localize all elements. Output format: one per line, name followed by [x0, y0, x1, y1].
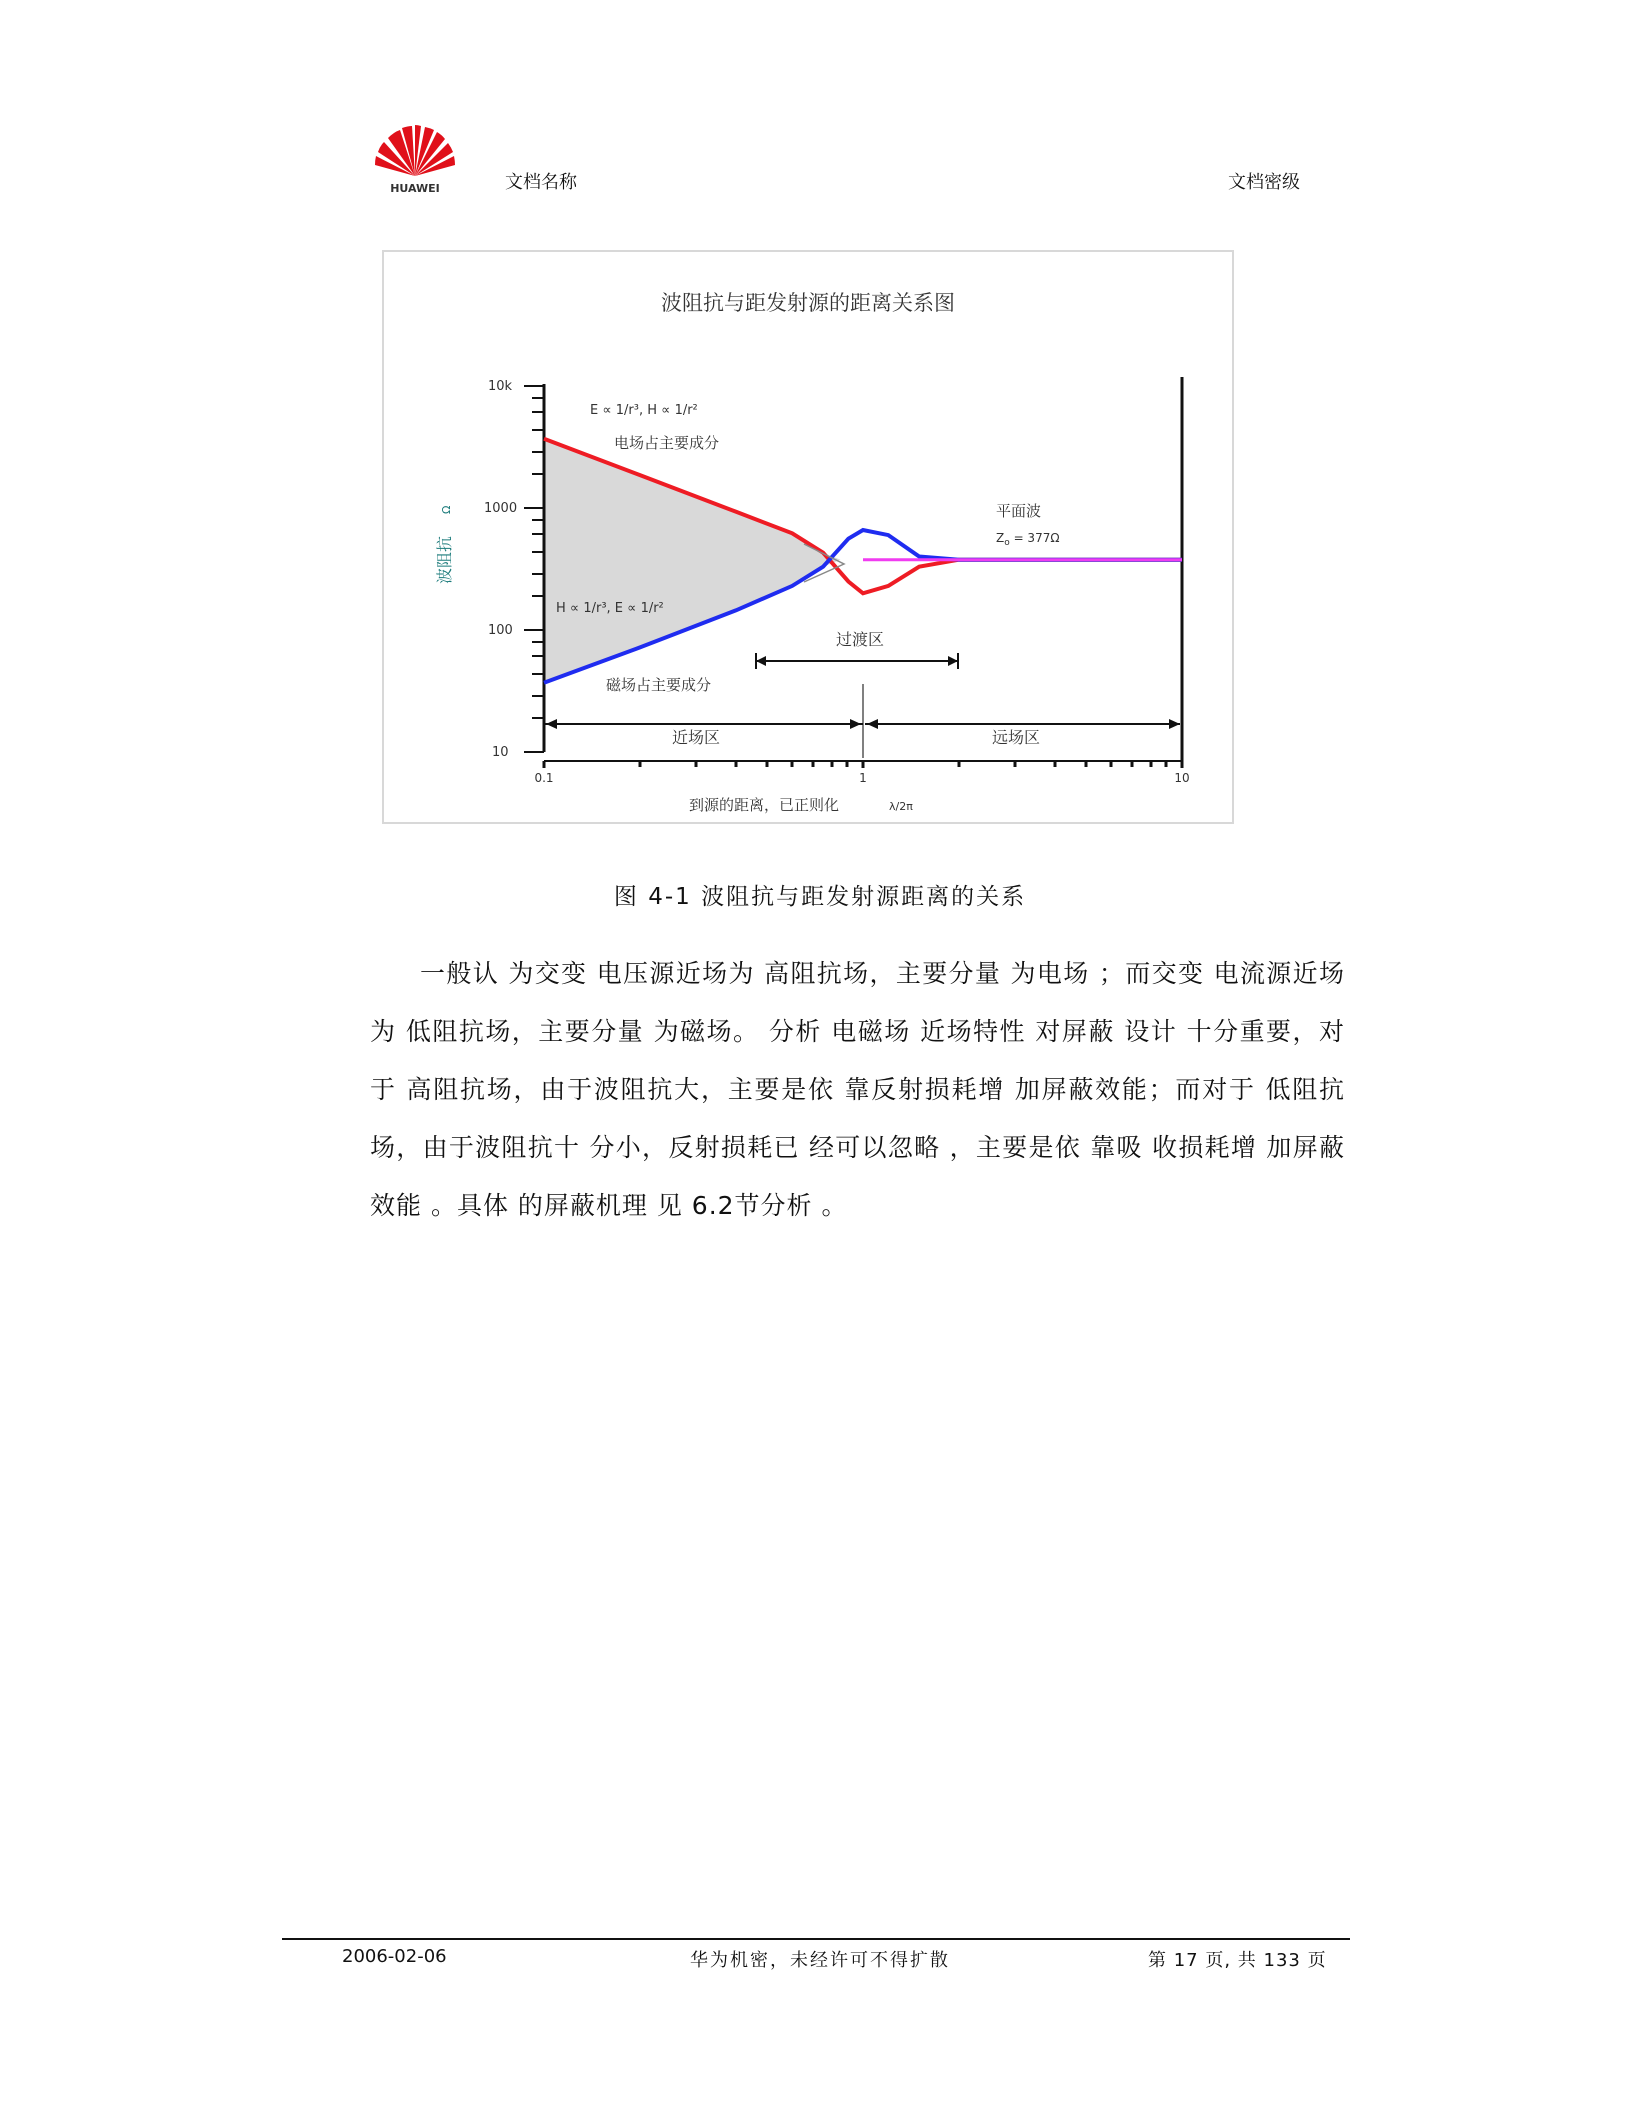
document-name: 文档名称 — [505, 172, 577, 193]
body-paragraph: 一般认 为交变 电压源近场为 高阻抗场，主要分量 为电场 ；而交变 电流源近场为 低阻抗场，主要分量 为磁场。 分析 电磁场 近场特性 对屏蔽 设计 十分重要，对于 高阻抗场，由于波阻抗大，主要是依 靠反射损耗增 加屏蔽效能；而对于 低阻抗场，由于波阻抗十 分小，反射损耗已 经可以忽略 ，主要是依 靠吸 收损耗增 加屏蔽效能 。具体 的屏蔽机理 见 6.2节分析 。 — [370, 959, 1345, 1220]
body-text — [370, 945, 1345, 1235]
figure-caption: 图 4-1 波阻抗与距发射源距离的关系 — [613, 884, 1027, 910]
transition-region-label: 过渡区 — [835, 630, 885, 649]
huawei-logo — [370, 124, 460, 196]
logo-text: HUAWEI — [390, 182, 440, 195]
page-header — [360, 120, 1300, 200]
y-axis-label: 波阻抗 — [435, 535, 454, 584]
x-axis-ticks — [544, 761, 1182, 768]
h-formula-annotation: H ∝ 1/r³, E ∝ 1/r² — [556, 601, 664, 616]
e-dominant-annotation: 电场占主要成分 — [614, 434, 720, 452]
y-tick-label: 10k — [488, 379, 513, 394]
y-axis-unit: Ω — [440, 505, 453, 514]
y-tick-label: 100 — [488, 623, 513, 638]
arrow-head — [1169, 719, 1180, 729]
arrow-head — [756, 656, 766, 666]
arrow-head — [948, 656, 958, 666]
plane-wave-annotation: 平面波 — [996, 502, 1042, 520]
arrow-head — [850, 719, 861, 729]
footer-page-number: 第 17 页, 共 133 页 — [1148, 1950, 1327, 1971]
arrow-head — [546, 719, 557, 729]
x-axis-label: 到源的距离，已正则化 — [688, 796, 840, 814]
footer-divider — [282, 1938, 1350, 1940]
x-tick-label: 10 — [1174, 771, 1190, 785]
y-tick-label: 1000 — [484, 501, 518, 516]
z0-annotation: $Z_o = 377\Omega$ — [996, 531, 1060, 548]
x-tick-label: 1 — [859, 771, 867, 785]
figure-frame — [382, 250, 1234, 824]
far-field-label: 远场区 — [991, 728, 1041, 747]
footer-date: 2006-02-06 — [342, 1946, 447, 1967]
x-axis-unit: λ/2π — [889, 800, 913, 813]
y-axis-ticks — [524, 386, 544, 752]
e-formula-annotation: E ∝ 1/r³, H ∝ 1/r² — [590, 403, 698, 418]
near-field-shaded-area — [544, 439, 841, 683]
footer-confidential-notice: 华为机密，未经许可不得扩散 — [690, 1950, 950, 1971]
y-tick-label: 10 — [492, 745, 509, 760]
arrow-head — [867, 719, 878, 729]
x-tick-label: 0.1 — [534, 771, 554, 785]
document-classification: 文档密级 — [1228, 172, 1300, 193]
impedance-chart — [384, 252, 1232, 822]
near-field-label: 近场区 — [671, 728, 721, 747]
h-dominant-annotation: 磁场占主要成分 — [606, 676, 712, 694]
chart-title: 波阻抗与距发射源的距离关系图 — [661, 291, 955, 315]
